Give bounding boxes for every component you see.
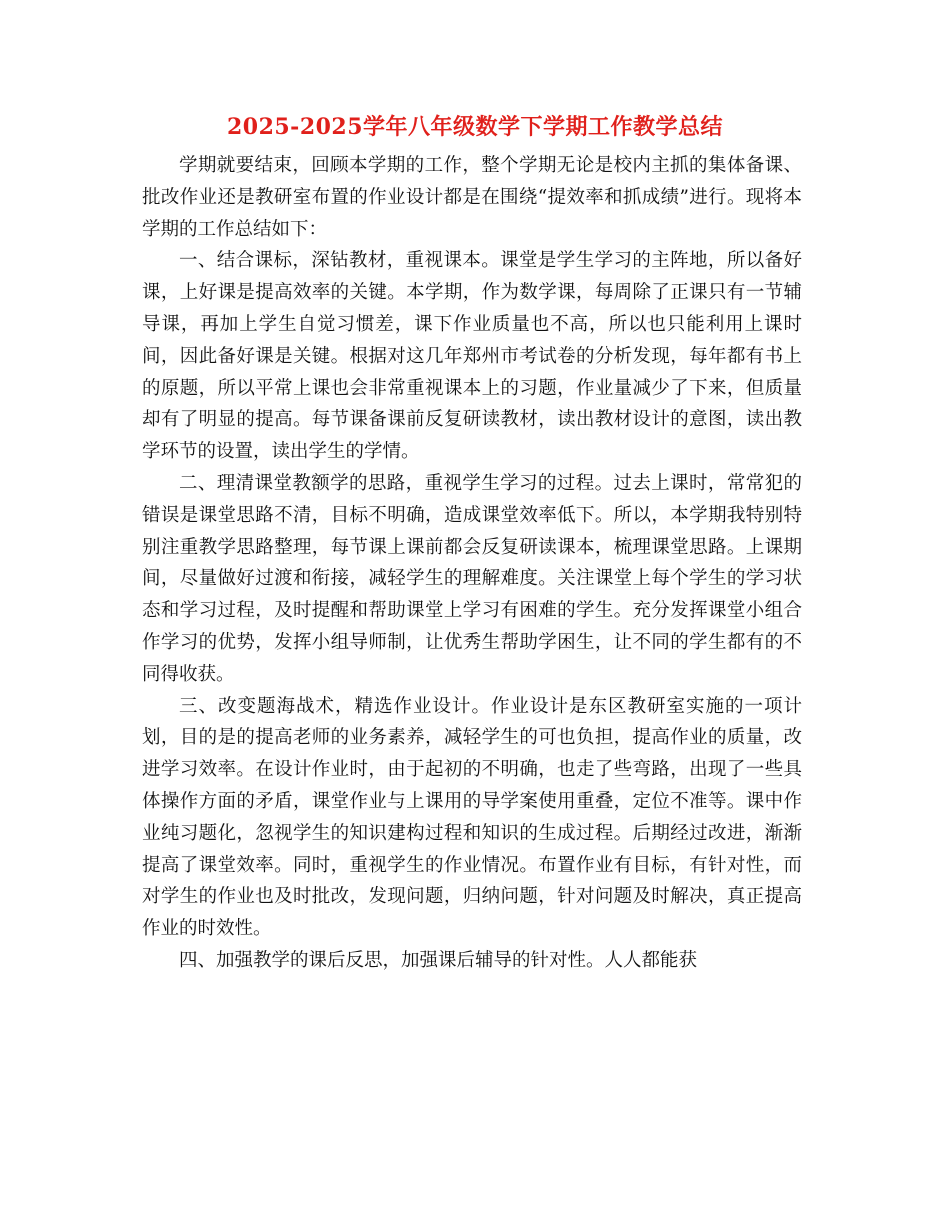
paragraph-section-2: 二、理清课堂教额学的思路，重视学生学习的过程。过去上课时，常常犯的错误是课堂思路不清，目标不明确，造成课堂效率低下。所以，本学期我特别特别注重教学思路整理，每节课上课前都会反复研读课本，梳理课堂思路。上课期间，尽量做好过渡和衔接，减轻学生的理解难度。关注课堂上每个学生的学习状态和学习过程，及时提醒和帮助课堂上学习有困难的学生。充分发挥课堂小组合作学习的优势，发挥小组导师制，让优秀生帮助学困生，让不同的学生都有的不同得收获。 <box>142 472 802 685</box>
document-body <box>142 150 802 977</box>
paragraph-section-4: 四、加强教学的课后反思，加强课后辅导的针对性。人人都能获 <box>179 949 698 971</box>
paragraph-intro: 学期就要结束，回顾本学期的工作，整个学期无论是校内主抓的集体备课、批改作业还是教研室布置的作业设计都是在围绕“提效率和抓成绩”进行。现将本学期的工作总结如下： <box>142 155 802 240</box>
paragraph-section-3: 三、改变题海战术，精选作业设计。作业设计是东区教研室实施的一项计划，目的是的提高老师的业务素养，减轻学生的可也负担，提高作业的质量，改进学习效率。在设计作业时，由于起初的不明确，也走了些弯路，出现了一些具体操作方面的矛盾，课堂作业与上课用的导学案使用重叠，定位不准等。课中作业纯习题化，忽视学生的知识建构过程和知识的生成过程。后期经过改进，渐渐提高了课堂效率。同时，重视学生的作业情况。布置作业有目标，有针对性，而对学生的作业也及时批改，发现问题，归纳问题，针对问题及时解决，真正提高作业的时效性。 <box>142 695 802 940</box>
document-title: 2025-2025学年八年级数学下学期工作教学总结 <box>226 114 724 140</box>
paragraph-section-1: 一、结合课标，深钻教材，重视课本。课堂是学生学习的主阵地，所以备好课，上好课是提高效率的关键。本学期，作为数学课，每周除了正课只有一节辅导课，再加上学生自觉习惯差，课下作业质量也不高，所以也只能利用上课时间，因此备好课是关键。根据对这几年郑州市考试卷的分析发现，每年都有书上的原题，所以平常上课也会非常重视课本上的习题，作业量减少了下来，但质量却有了明显的提高。每节课备课前反复研读教材，读出教材设计的意图，读出教学环节的设置，读出学生的学情。 <box>142 250 802 463</box>
